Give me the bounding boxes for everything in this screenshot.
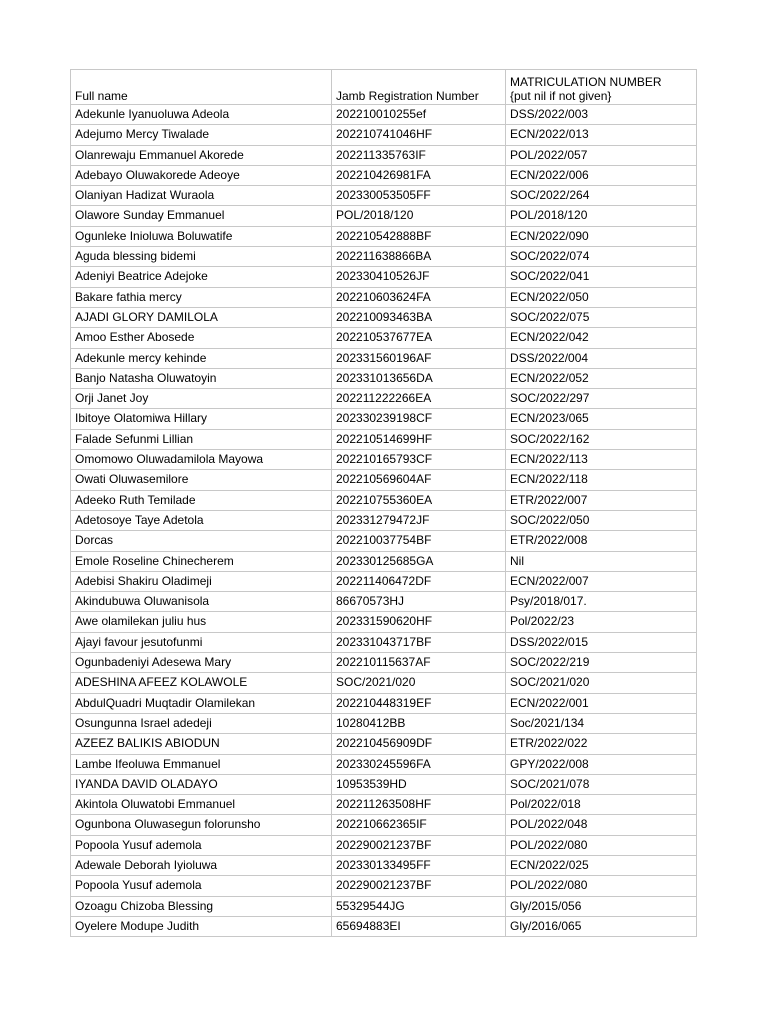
cell-matric-number[interactable]: SOC/2021/078 xyxy=(506,774,697,794)
cell-full-name[interactable]: Popoola Yusuf ademola xyxy=(71,835,332,855)
cell-matric-number[interactable]: Nil xyxy=(506,551,697,571)
cell-jamb-number[interactable]: 202330125685GA xyxy=(332,551,506,571)
cell-jamb-number[interactable]: 202211335763IF xyxy=(332,145,506,165)
cell-full-name[interactable]: Banjo Natasha Oluwatoyin xyxy=(71,368,332,388)
cell-full-name[interactable]: Olawore Sunday Emmanuel xyxy=(71,206,332,226)
cell-jamb-number[interactable]: 202210542888BF xyxy=(332,226,506,246)
cell-jamb-number[interactable]: 202210448319EF xyxy=(332,693,506,713)
cell-matric-number[interactable]: ECN/2022/090 xyxy=(506,226,697,246)
cell-full-name[interactable]: Emole Roseline Chinecherem xyxy=(71,551,332,571)
cell-matric-number[interactable]: SOC/2021/020 xyxy=(506,673,697,693)
cell-full-name[interactable]: Olanrewaju Emmanuel Akorede xyxy=(71,145,332,165)
table-row xyxy=(71,734,697,754)
cell-jamb-number[interactable]: 202210569604AF xyxy=(332,470,506,490)
cell-jamb-number[interactable]: 202210010255ef xyxy=(332,105,506,125)
cell-matric-number[interactable]: SOC/2022/041 xyxy=(506,267,697,287)
cell-jamb-number[interactable]: 202330245596FA xyxy=(332,754,506,774)
cell-full-name[interactable]: Akindubuwa Oluwanisola xyxy=(71,592,332,612)
cell-jamb-number[interactable]: 202210603624FA xyxy=(332,287,506,307)
cell-jamb-number[interactable]: 202330133495FF xyxy=(332,855,506,875)
cell-full-name[interactable]: Adewale Deborah Iyioluwa xyxy=(71,855,332,875)
cell-full-name[interactable]: Ogunleke Inioluwa Boluwatife xyxy=(71,226,332,246)
cell-matric-number[interactable]: ECN/2022/052 xyxy=(506,368,697,388)
table-row xyxy=(71,450,697,470)
cell-matric-number[interactable]: SOC/2022/074 xyxy=(506,247,697,267)
cell-matric-number[interactable]: POL/2022/080 xyxy=(506,876,697,896)
table-row xyxy=(71,673,697,693)
table-row xyxy=(71,876,697,896)
table-row xyxy=(71,713,697,733)
cell-full-name[interactable]: Ibitoye Olatomiwa Hillary xyxy=(71,409,332,429)
cell-full-name[interactable]: Popoola Yusuf ademola xyxy=(71,876,332,896)
table-row xyxy=(71,592,697,612)
cell-jamb-number[interactable]: 202331279472JF xyxy=(332,510,506,530)
cell-jamb-number[interactable]: 202330053505FF xyxy=(332,186,506,206)
cell-full-name[interactable]: Adeniyi Beatrice Adejoke xyxy=(71,267,332,287)
cell-jamb-number[interactable]: 202210514699HF xyxy=(332,429,506,449)
cell-matric-number[interactable]: ECN/2022/113 xyxy=(506,450,697,470)
cell-full-name[interactable]: AZEEZ BALIKIS ABIODUN xyxy=(71,734,332,754)
cell-jamb-number[interactable]: 55329544JG xyxy=(332,896,506,916)
cell-full-name[interactable]: Lambe Ifeoluwa Emmanuel xyxy=(71,754,332,774)
cell-full-name[interactable]: Osungunna Israel adedeji xyxy=(71,713,332,733)
cell-matric-number[interactable]: DSS/2022/004 xyxy=(506,348,697,368)
table-row xyxy=(71,186,697,206)
cell-jamb-number[interactable]: 10953539HD xyxy=(332,774,506,794)
cell-jamb-number[interactable]: 202210662365IF xyxy=(332,815,506,835)
cell-jamb-number[interactable]: 10280412BB xyxy=(332,713,506,733)
cell-matric-number[interactable]: ETR/2022/008 xyxy=(506,531,697,551)
cell-matric-number[interactable]: SOC/2022/264 xyxy=(506,186,697,206)
table-row xyxy=(71,226,697,246)
cell-matric-number[interactable]: ETR/2022/022 xyxy=(506,734,697,754)
cell-jamb-number[interactable]: 202290021237BF xyxy=(332,835,506,855)
cell-matric-number[interactable]: ECN/2022/013 xyxy=(506,125,697,145)
spreadsheet xyxy=(70,69,697,937)
table-row xyxy=(71,429,697,449)
cell-jamb-number[interactable]: 202331043717BF xyxy=(332,632,506,652)
cell-matric-number[interactable]: Pol/2022/018 xyxy=(506,795,697,815)
cell-jamb-number[interactable]: 202210456909DF xyxy=(332,734,506,754)
table-row xyxy=(71,165,697,185)
table-row xyxy=(71,815,697,835)
cell-full-name[interactable]: Adebayo Oluwakorede Adeoye xyxy=(71,165,332,185)
table-row xyxy=(71,470,697,490)
cell-jamb-number[interactable]: 202330410526JF xyxy=(332,267,506,287)
cell-jamb-number[interactable]: SOC/2021/020 xyxy=(332,673,506,693)
cell-full-name[interactable]: Ajayi favour jesutofunmi xyxy=(71,632,332,652)
table-row xyxy=(71,693,697,713)
cell-matric-number[interactable]: SOC/2022/050 xyxy=(506,510,697,530)
cell-matric-number[interactable]: POL/2018/120 xyxy=(506,206,697,226)
table-row xyxy=(71,612,697,632)
cell-jamb-number[interactable]: 202210755360EA xyxy=(332,490,506,510)
cell-full-name[interactable]: Falade Sefunmi Lillian xyxy=(71,429,332,449)
header-matric-line1: MATRICULATION NUMBER xyxy=(510,75,662,89)
cell-matric-number[interactable]: ECN/2022/118 xyxy=(506,470,697,490)
table-row xyxy=(71,307,697,327)
cell-matric-number[interactable]: ECN/2022/006 xyxy=(506,165,697,185)
table-row xyxy=(71,328,697,348)
cell-jamb-number[interactable]: 202211263508HF xyxy=(332,795,506,815)
cell-full-name[interactable]: Bakare fathia mercy xyxy=(71,287,332,307)
table-row xyxy=(71,571,697,591)
table-row xyxy=(71,145,697,165)
cell-jamb-number[interactable]: 65694883EI xyxy=(332,916,506,936)
cell-full-name[interactable]: Ogunbona Oluwasegun folorunsho xyxy=(71,815,332,835)
cell-full-name[interactable]: Owati Oluwasemilore xyxy=(71,470,332,490)
cell-full-name[interactable]: Omomowo Oluwadamilola Mayowa xyxy=(71,450,332,470)
table-row xyxy=(71,105,697,125)
cell-jamb-number[interactable]: POL/2018/120 xyxy=(332,206,506,226)
cell-full-name[interactable]: Adebisi Shakiru Oladimeji xyxy=(71,571,332,591)
table-row xyxy=(71,125,697,145)
cell-matric-number[interactable]: ECN/2022/001 xyxy=(506,693,697,713)
cell-matric-number[interactable]: ECN/2022/025 xyxy=(506,855,697,875)
table-row xyxy=(71,206,697,226)
table-row xyxy=(71,510,697,530)
cell-matric-number[interactable]: GPY/2022/008 xyxy=(506,754,697,774)
table-row xyxy=(71,653,697,673)
cell-matric-number[interactable]: Gly/2016/065 xyxy=(506,916,697,936)
cell-jamb-number[interactable]: 202331590620HF xyxy=(332,612,506,632)
cell-matric-number[interactable]: SOC/2022/075 xyxy=(506,307,697,327)
cell-matric-number[interactable]: SOC/2022/297 xyxy=(506,389,697,409)
table-row xyxy=(71,795,697,815)
cell-jamb-number[interactable]: 202290021237BF xyxy=(332,876,506,896)
table-row xyxy=(71,348,697,368)
cell-full-name[interactable]: ADESHINA AFEEZ KOLAWOLE xyxy=(71,673,332,693)
cell-full-name[interactable]: Adejumo Mercy Tiwalade xyxy=(71,125,332,145)
cell-jamb-number[interactable]: 202210093463BA xyxy=(332,307,506,327)
cell-full-name[interactable]: Adeeko Ruth Temilade xyxy=(71,490,332,510)
cell-jamb-number[interactable]: 202210037754BF xyxy=(332,531,506,551)
cell-jamb-number[interactable]: 202210741046HF xyxy=(332,125,506,145)
table-body xyxy=(71,105,697,937)
cell-full-name[interactable]: Aguda blessing bidemi xyxy=(71,247,332,267)
cell-matric-number[interactable]: POL/2022/080 xyxy=(506,835,697,855)
table-row xyxy=(71,916,697,936)
cell-matric-number[interactable]: POL/2022/057 xyxy=(506,145,697,165)
cell-full-name[interactable]: Olaniyan Hadizat Wuraola xyxy=(71,186,332,206)
table-row xyxy=(71,632,697,652)
cell-matric-number[interactable]: ECN/2023/065 xyxy=(506,409,697,429)
cell-full-name[interactable]: Amoo Esther Abosede xyxy=(71,328,332,348)
cell-jamb-number[interactable]: 202210115637AF xyxy=(332,653,506,673)
cell-matric-number[interactable]: POL/2022/048 xyxy=(506,815,697,835)
cell-matric-number[interactable]: Gly/2015/056 xyxy=(506,896,697,916)
cell-jamb-number[interactable]: 202210426981FA xyxy=(332,165,506,185)
table-row xyxy=(71,287,697,307)
table-row xyxy=(71,368,697,388)
header-row xyxy=(71,70,697,105)
cell-full-name[interactable]: Adekunle Iyanuoluwa Adeola xyxy=(71,105,332,125)
cell-matric-number[interactable]: DSS/2022/015 xyxy=(506,632,697,652)
header-matriculation-number[interactable] xyxy=(506,70,697,105)
cell-matric-number[interactable]: SOC/2022/162 xyxy=(506,429,697,449)
table-row xyxy=(71,551,697,571)
cell-matric-number[interactable]: Pol/2022/23 xyxy=(506,612,697,632)
cell-matric-number[interactable]: ECN/2022/050 xyxy=(506,287,697,307)
cell-matric-number[interactable]: SOC/2022/219 xyxy=(506,653,697,673)
table-row xyxy=(71,531,697,551)
cell-full-name[interactable]: Adetosoye Taye Adetola xyxy=(71,510,332,530)
cell-full-name[interactable]: Ozoagu Chizoba Blessing xyxy=(71,896,332,916)
cell-jamb-number[interactable]: 202211638866BA xyxy=(332,247,506,267)
header-matric-line2: {put nil if not given} xyxy=(510,89,612,103)
cell-matric-number[interactable]: ETR/2022/007 xyxy=(506,490,697,510)
cell-full-name[interactable]: IYANDA DAVID OLADAYO xyxy=(71,774,332,794)
cell-jamb-number[interactable]: 202211406472DF xyxy=(332,571,506,591)
table-row xyxy=(71,835,697,855)
cell-jamb-number[interactable]: 202330239198CF xyxy=(332,409,506,429)
cell-matric-number[interactable]: ECN/2022/007 xyxy=(506,571,697,591)
cell-jamb-number[interactable]: 202210165793CF xyxy=(332,450,506,470)
cell-full-name[interactable]: Dorcas xyxy=(71,531,332,551)
table-row xyxy=(71,389,697,409)
cell-full-name[interactable]: Orji Janet Joy xyxy=(71,389,332,409)
table-row xyxy=(71,855,697,875)
table-row xyxy=(71,247,697,267)
cell-full-name[interactable]: Awe olamilekan juliu hus xyxy=(71,612,332,632)
cell-matric-number[interactable]: DSS/2022/003 xyxy=(506,105,697,125)
cell-jamb-number[interactable]: 202211222266EA xyxy=(332,389,506,409)
table-row xyxy=(71,754,697,774)
header-full-name[interactable]: Full name xyxy=(71,70,332,105)
table-row xyxy=(71,774,697,794)
cell-matric-number[interactable]: ECN/2022/042 xyxy=(506,328,697,348)
cell-matric-number[interactable]: Soc/2021/134 xyxy=(506,713,697,733)
table-row xyxy=(71,409,697,429)
cell-full-name[interactable]: Ogunbadeniyi Adesewa Mary xyxy=(71,653,332,673)
table-row xyxy=(71,896,697,916)
cell-jamb-number[interactable]: 86670573HJ xyxy=(332,592,506,612)
cell-matric-number[interactable]: Psy/2018/017. xyxy=(506,592,697,612)
header-jamb-registration-number[interactable]: Jamb Registration Number xyxy=(332,70,506,105)
cell-jamb-number[interactable]: 202210537677EA xyxy=(332,328,506,348)
table-row xyxy=(71,490,697,510)
cell-jamb-number[interactable]: 202331560196AF xyxy=(332,348,506,368)
cell-full-name[interactable]: Adekunle mercy kehinde xyxy=(71,348,332,368)
cell-full-name[interactable]: AbdulQuadri Muqtadir Olamilekan xyxy=(71,693,332,713)
cell-full-name[interactable]: Oyelere Modupe Judith xyxy=(71,916,332,936)
cell-jamb-number[interactable]: 202331013656DA xyxy=(332,368,506,388)
student-table xyxy=(70,69,697,937)
cell-full-name[interactable]: AJADI GLORY DAMILOLA xyxy=(71,307,332,327)
table-row xyxy=(71,267,697,287)
cell-full-name[interactable]: Akintola Oluwatobi Emmanuel xyxy=(71,795,332,815)
